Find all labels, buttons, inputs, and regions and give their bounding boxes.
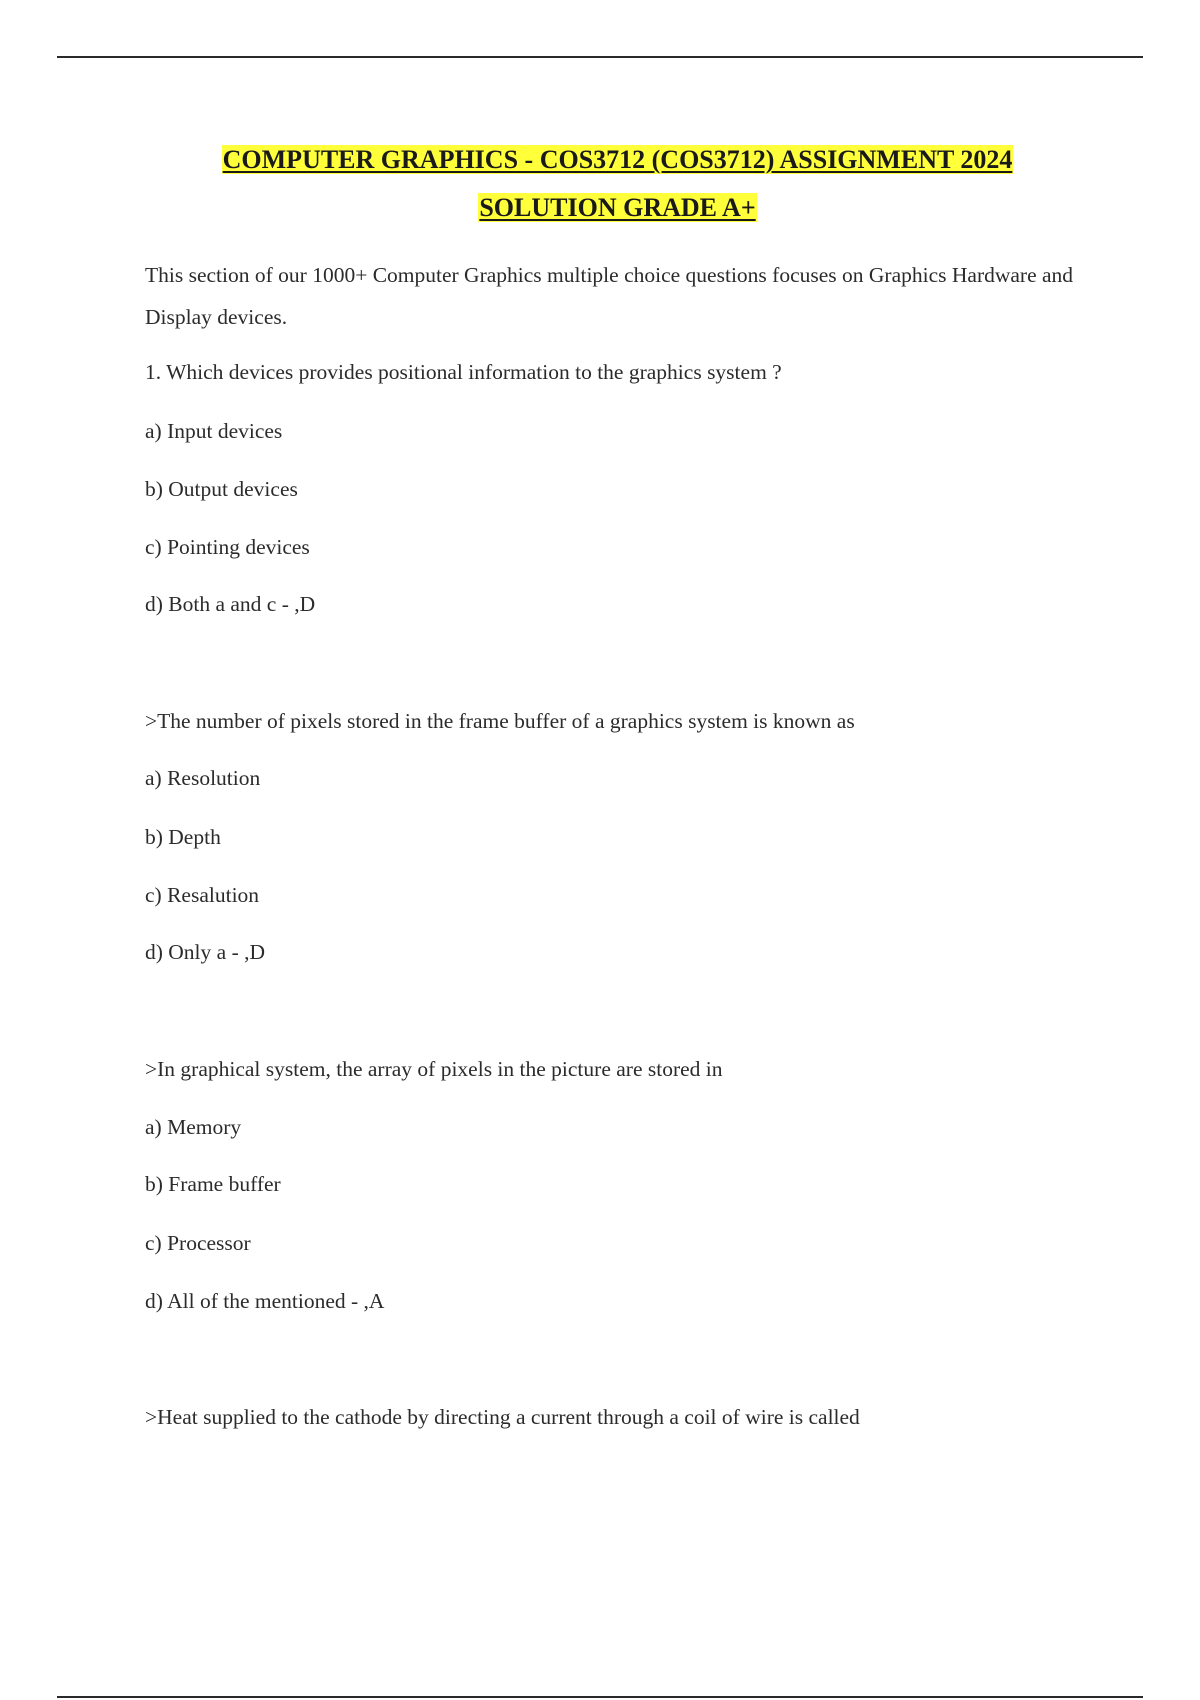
question-2-option-d: d) Only a - ,D	[145, 940, 266, 964]
question-1-option-a: a) Input devices	[145, 419, 283, 443]
title-line-2: SOLUTION GRADE A+	[479, 193, 756, 222]
question-4: >Heat supplied to the cathode by directing a current through a coil of wire is called	[145, 1405, 860, 1429]
question-1-option-d: d) Both a and c - ,D	[145, 592, 316, 616]
top-rule	[57, 56, 1143, 58]
question-2-option-c: c) Resalution	[145, 883, 260, 907]
question-3-option-d: d) All of the mentioned - ,A	[145, 1289, 385, 1313]
question-2-option-b: b) Depth	[145, 825, 221, 849]
question-3: >In graphical system, the array of pixels in the picture are stored in	[145, 1057, 723, 1081]
bottom-rule	[57, 1696, 1143, 1698]
question-3-option-c: c) Processor	[145, 1231, 251, 1255]
question-3-option-a: a) Memory	[145, 1115, 242, 1139]
question-1: 1. Which devices provides positional information to the graphics system ?	[145, 360, 782, 384]
title-line-1: COMPUTER GRAPHICS - COS3712 (COS3712) ASSIGNMENT 2024	[222, 145, 1013, 174]
document-title	[145, 136, 1090, 232]
question-2-option-a: a) Resolution	[145, 766, 261, 790]
question-1-option-c: c) Pointing devices	[145, 535, 310, 559]
question-1-option-b: b) Output devices	[145, 477, 298, 501]
question-2: >The number of pixels stored in the frame buffer of a graphics system is known as	[145, 709, 855, 733]
question-3-option-b: b) Frame buffer	[145, 1172, 281, 1196]
intro-paragraph: This section of our 1000+ Computer Graphics multiple choice questions focuses on Graphics Hardware and Display devices.	[145, 263, 1074, 329]
